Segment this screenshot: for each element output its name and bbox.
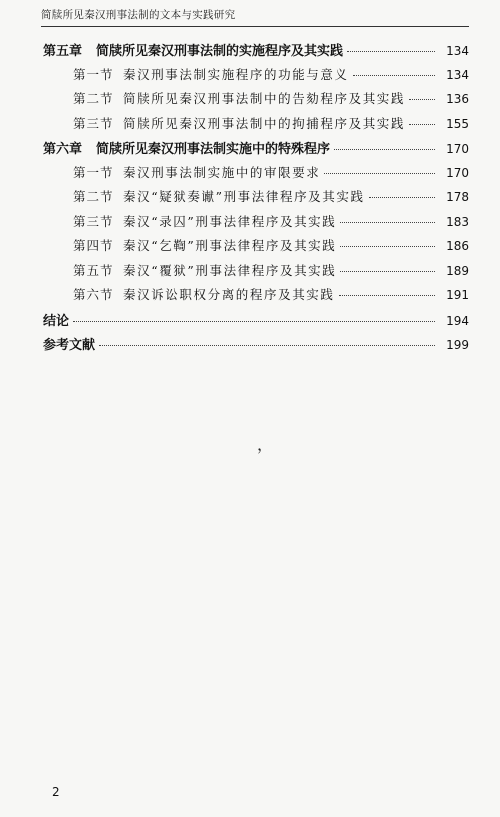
entry-page-number: 178 <box>446 190 469 204</box>
section-number: 第四节 <box>73 238 114 253</box>
entry-page-number: 136 <box>446 92 469 106</box>
entry-title: 秦汉刑事法制实施程序的功能与意义 <box>123 66 349 82</box>
toc-section-entry <box>43 163 469 188</box>
entry-title: 秦汉“疑狱奏谳”刑事法律程序及其实践 <box>123 189 365 204</box>
page-number: 2 <box>52 785 60 799</box>
entry-title: 秦汉诉讼职权分离的程序及其实践 <box>123 287 335 302</box>
section-number: 第一节 <box>73 164 114 180</box>
entry-title: 秦汉刑事法制实施中的审限要求 <box>123 164 321 180</box>
toc-chapter-entry <box>43 334 469 359</box>
entry-title: 秦汉“录囚”刑事法律程序及其实践 <box>123 213 337 229</box>
entry-title: 简牍所见秦汉刑事法制实施中的特殊程序 <box>96 142 331 157</box>
entry-page-number: 189 <box>446 263 469 278</box>
dot-leader <box>353 75 435 76</box>
entry-title: 简牍所见秦汉刑事法制的实施程序及其实践 <box>96 44 344 59</box>
stray-punctuation-mark: ， <box>257 435 274 454</box>
entry-title: 结论 <box>43 313 70 329</box>
section-number: 第五节 <box>73 262 114 278</box>
dot-leader <box>340 246 435 247</box>
entry-page-number: 170 <box>446 165 469 180</box>
toc-chapter-entry <box>43 310 469 335</box>
entry-title: 秦汉“覆狱”刑事法律程序及其实践 <box>123 262 337 278</box>
running-head: 简牍所见秦汉刑事法制的文本与实践研究 <box>41 9 236 21</box>
dot-leader <box>99 345 435 346</box>
entry-page-number: 170 <box>446 142 469 156</box>
entry-page-number: 183 <box>446 214 469 229</box>
section-number: 第一节 <box>73 66 114 82</box>
header-rule <box>41 26 469 27</box>
toc-section-entry <box>43 187 469 212</box>
section-number: 第三节 <box>73 213 114 229</box>
entry-page-number: 191 <box>446 288 469 302</box>
entry-page-number: 134 <box>446 44 469 58</box>
dot-leader <box>409 99 435 100</box>
toc-section-entry <box>43 114 469 139</box>
entry-title: 参考文献 <box>43 338 96 353</box>
table-of-contents <box>43 40 469 359</box>
entry-page-number: 186 <box>446 239 469 253</box>
entry-title: 简牍所见秦汉刑事法制中的拘捕程序及其实践 <box>123 115 406 131</box>
section-number: 第三节 <box>73 115 114 131</box>
entry-page-number: 194 <box>446 313 469 328</box>
entry-page-number: 155 <box>446 116 469 131</box>
toc-chapter-entry <box>43 40 469 65</box>
section-number: 第二节 <box>73 189 114 204</box>
dot-leader <box>340 271 435 272</box>
toc-section-entry <box>43 236 469 261</box>
dot-leader <box>73 321 435 322</box>
section-number: 第六节 <box>73 287 114 302</box>
entry-page-number: 134 <box>446 67 469 82</box>
toc-section-entry <box>43 261 469 286</box>
dot-leader <box>369 197 435 198</box>
toc-section-entry <box>43 89 469 114</box>
dot-leader <box>340 222 435 223</box>
dot-leader <box>409 124 435 125</box>
entry-title: 简牍所见秦汉刑事法制中的告劾程序及其实践 <box>123 91 406 106</box>
dot-leader <box>334 149 435 150</box>
dot-leader <box>339 295 435 296</box>
toc-section-entry <box>43 285 469 310</box>
dot-leader <box>324 173 435 174</box>
chapter-number: 第六章 <box>43 142 83 157</box>
section-number: 第二节 <box>73 91 114 106</box>
toc-chapter-entry <box>43 138 469 163</box>
toc-section-entry <box>43 65 469 90</box>
dot-leader <box>347 51 435 52</box>
entry-title: 秦汉“乞鞫”刑事法律程序及其实践 <box>123 238 337 253</box>
toc-section-entry <box>43 212 469 237</box>
chapter-number: 第五章 <box>43 44 83 59</box>
entry-page-number: 199 <box>446 338 469 352</box>
